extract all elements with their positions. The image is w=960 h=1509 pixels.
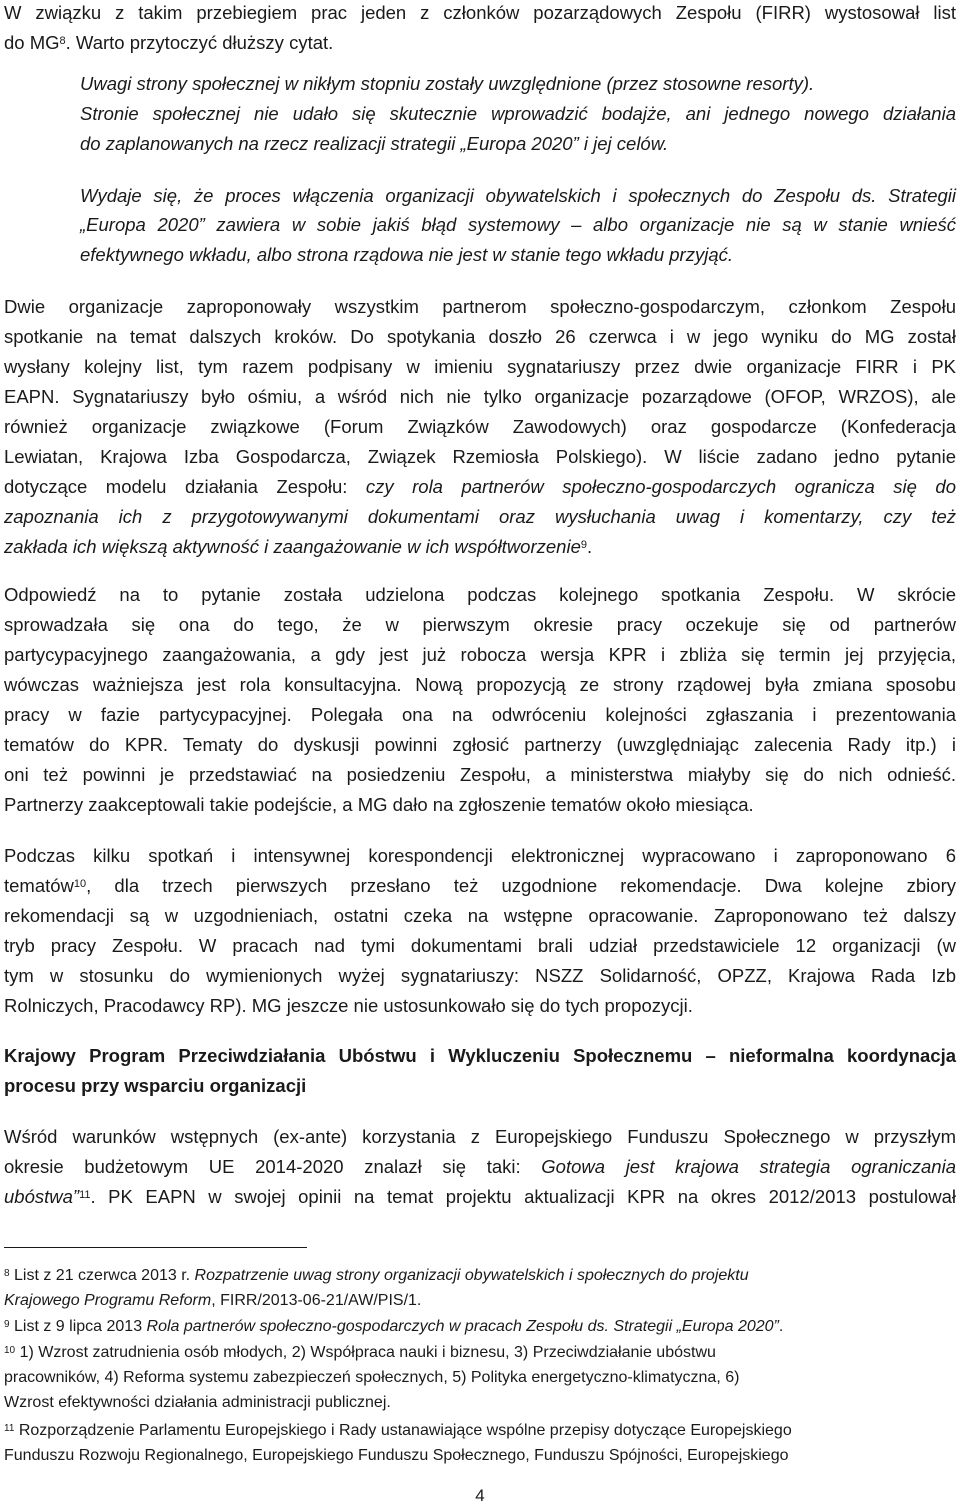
- footnote-11: $^{11}$ Rozporządzenie Parlamentu Europejskiego i Rady ustanawiające wspólne przepisy dotyczące Europejskiego: [4, 1422, 792, 1439]
- body-line: spotkanie na temat dalszych kroków. Do spotykania doszło 26 czerwca i w jego wyniku do MG został: [4, 326, 956, 347]
- body-line: W związku z takim przebiegiem prac jeden z członków pozarządowych Zespołu (FIRR) wystosował list: [4, 2, 956, 23]
- quote-line: efektywnego wkładu, albo strona rządowa nie jest w stanie tego wkładu przyjąć.: [80, 244, 733, 265]
- body-line: Dwie organizacje zaproponowały wszystkim partnerom społeczno-gospodarczym, członkom Zespołu: [4, 296, 956, 317]
- page-number: 4: [475, 1486, 485, 1505]
- body-line: oni też powinni je przedstawiać na posiedzeniu Zespołu, a ministerstwa miałyby się do nich odnieść.: [4, 764, 956, 785]
- body-line: partycypacyjnego zaangażowania, a gdy jest już robocza wersja KPR i zbliża się termin jej przyjęcia,: [4, 644, 956, 665]
- footnote-10: pracowników, 4) Reforma systemu zabezpieczeń społecznych, 5) Polityka energetyczno-klimatyczna, 6): [4, 1369, 740, 1386]
- body-line: zakłada ich większą aktywność i zaangażowanie w ich współtworzenie$^9$.: [4, 536, 593, 557]
- footnote-ref-11: 11: [79, 1189, 91, 1201]
- footnote-8: $^8$ List z 21 czerwca 2013 r. Rozpatrzenie uwag strony organizacji obywatelskich i społecznych do projektu: [4, 1267, 749, 1284]
- section-heading: Krajowy Program Przeciwdziałania Ubóstwu i Wykluczeniu Społecznemu – nieformalna koordynacja: [4, 1045, 956, 1066]
- quote-line: Uwagi strony społecznej w nikłym stopniu zostały uwzględnione (przez stosowne resorty).: [80, 73, 815, 94]
- footnote-9: $^9$ List z 9 lipca 2013 Rola partnerów społeczno-gospodarczych w pracach Zespołu ds. Strategii „Europa 2020”.: [4, 1318, 784, 1335]
- footnote-ref-8: 8: [59, 35, 66, 47]
- footnote-8: Krajowego Programu Reform, FIRR/2013-06-21/AW/PIS/1.: [4, 1292, 422, 1309]
- body-line: wysłany kolejny list, tym razem podpisany w imieniu sygnatariuszy przez dwie organizacje FIRR i PK: [4, 356, 956, 377]
- body-line: Podczas kilku spotkań i intensywnej korespondencji elektronicznej wypracowano i zaproponowano 6: [4, 845, 956, 866]
- body-line: tematów do KPR. Tematy do dyskusji powinni zgłosić partnerzy (uwzględniając zalecenia Rady itp.) i: [4, 734, 956, 755]
- body-line: sprowadzała się ona do tego, że w pierwszym okresie pracy oczekuje się od partnerów: [4, 614, 956, 635]
- quote-line: Wydaje się, że proces włączenia organizacji obywatelskich i społecznych do Zespołu ds. Strategii: [80, 185, 956, 206]
- section-heading: procesu przy wsparciu organizacji: [4, 1075, 307, 1096]
- body-line: pracy w fazie partycypacyjnej. Polegała ona na odwróceniu kolejności zgłaszania i prezentowania: [4, 704, 956, 725]
- footnote-10: $^{10}$ 1) Wzrost zatrudnienia osób młodych, 2) Współpraca nauki i biznesu, 3) Przeciwdziałanie ubóstwu: [4, 1344, 716, 1361]
- body-line: Odpowiedź na to pytanie została udzielona podczas kolejnego spotkania Zespołu. W skrócie: [4, 584, 956, 605]
- body-line: ubóstwa”$^{11}$. PK EAPN w swojej opinii na temat projektu aktualizacji KPR na okres 2012/2013 postulował: [4, 1186, 956, 1207]
- footnote-10: Wzrost efektywności działania administracji publicznej.: [4, 1394, 391, 1411]
- body-line: Rolniczych, Pracodawcy RP). MG jeszcze nie ustosunkowało się do tych propozycji.: [4, 995, 693, 1016]
- body-line: EAPN. Sygnatariuszy było ośmiu, a wśród nich nie tylko organizacje pozarządowe (OFOP, WRZOS), ale: [4, 386, 956, 407]
- body-line: do $MG^8$. Warto przytoczyć dłuższy cytat.: [4, 32, 334, 53]
- footnote-ref-10: 10: [73, 878, 87, 890]
- body-line: okresie budżetowym UE 2014-2020 znalazł się taki: Gotowa jest krajowa strategia ograniczania: [4, 1156, 956, 1177]
- body-line: dotyczące modelu działania Zespołu: czy rola partnerów społeczno-gospodarczych ogranicza się do: [4, 476, 956, 497]
- body-line: zapoznania ich z przygotowywanymi dokumentami oraz wysłuchania uwag i komentarzy, czy też: [4, 506, 956, 527]
- quote-line: do zaplanowanych na rzecz realizacji strategii „Europa 2020” i jej celów.: [80, 133, 669, 154]
- body-line: rekomendacji są w uzgodnieniach, ostatni czeka na wstępne opracowanie. Zaproponowano też dalszy: [4, 905, 956, 926]
- body-line: wówczas ważniejsza jest rola konsultacyjna. Nową propozycją ze strony rządowej była zmiana sposobu: [4, 674, 956, 695]
- footnote-separator: [4, 1247, 307, 1248]
- body-line: również organizacje związkowe (Forum Związków Zawodowych) oraz gospodarcze (Konfederacja: [4, 416, 956, 437]
- body-line: tematów$^{10}$, dla trzech pierwszych przesłano też uzgodnione rekomendacje. Dwa kolejne zbiory: [4, 875, 956, 896]
- body-line: Partnerzy zaakceptowali takie podejście, a MG dało na zgłoszenie tematów około miesiąca.: [4, 794, 754, 815]
- footnote-11: Funduszu Rozwoju Regionalnego, Europejskiego Funduszu Społecznego, Funduszu Spójności, Europejskiego: [4, 1447, 789, 1464]
- body-line: Wśród warunków wstępnych (ex-ante) korzystania z Europejskiego Funduszu Społecznego w przyszłym: [4, 1126, 956, 1147]
- body-line: tym w stosunku do wymienionych wyżej sygnatariuszy: NSZZ Solidarność, OPZZ, Krajowa Rada Izb: [4, 965, 956, 986]
- footnote-ref-9: 9: [580, 539, 587, 551]
- quote-line: Stronie społecznej nie udało się skutecznie wprowadzić bodajże, ani jednego nowego działania: [80, 103, 956, 124]
- quote-line: „Europa 2020” zawiera w sobie jakiś błąd systemowy – albo organizacje nie są w stanie wnieść: [80, 214, 956, 235]
- body-line: tryb pracy Zespołu. W pracach nad tymi dokumentami brali udział przedstawiciele 12 organizacji (w: [4, 935, 956, 956]
- body-line: Lewiatan, Krajowa Izba Gospodarcza, Związek Rzemiosła Polskiego). W liście zadano jedno pytanie: [4, 446, 956, 467]
